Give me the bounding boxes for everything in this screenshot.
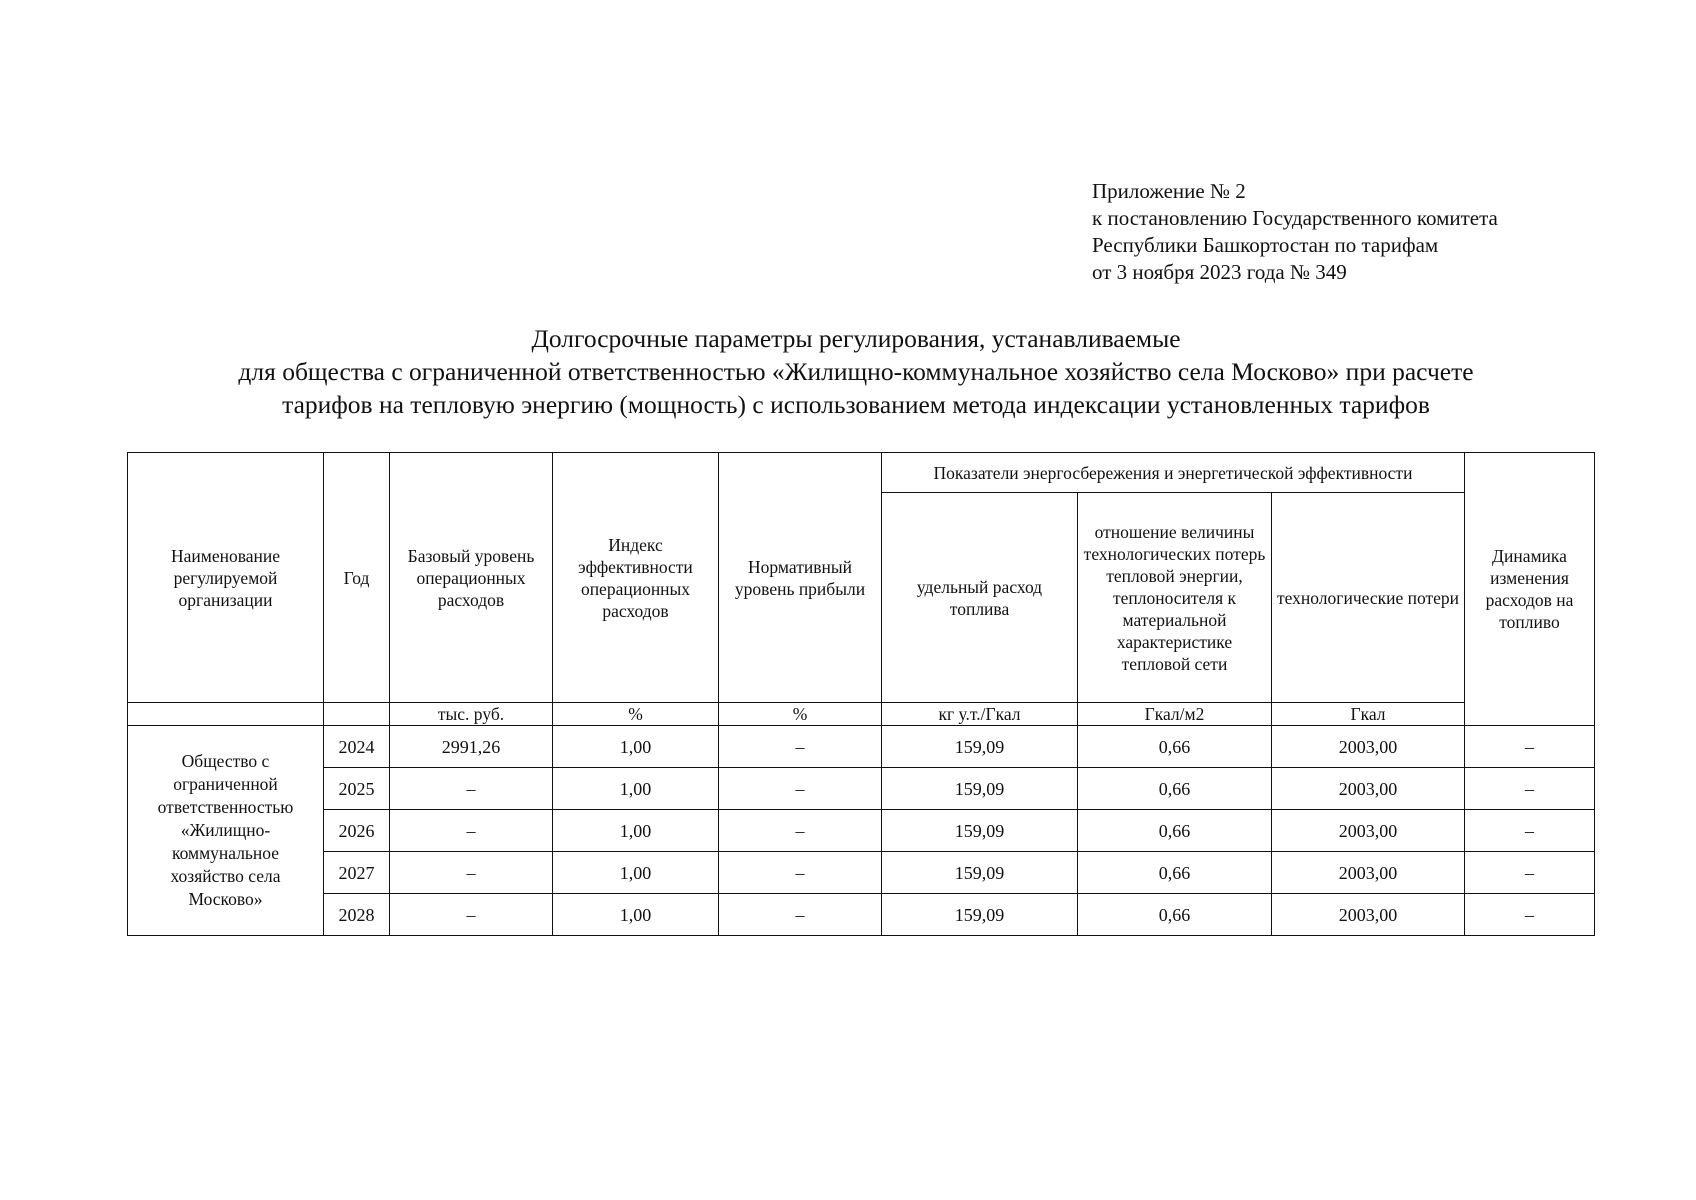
unit-loss-ratio: Гкал/м2 <box>1078 703 1272 726</box>
fuel-dynamics-cell: – <box>1465 852 1595 894</box>
tech-losses-cell: 2003,00 <box>1272 768 1465 810</box>
tech-losses-cell: 2003,00 <box>1272 726 1465 768</box>
header-tech-losses: технологические потери <box>1272 493 1465 703</box>
profit-cell: – <box>719 726 882 768</box>
tech-losses-cell: 2003,00 <box>1272 852 1465 894</box>
table-row <box>128 726 1595 768</box>
unit-efficiency-index: % <box>553 703 719 726</box>
profit-cell: – <box>719 768 882 810</box>
appendix-block <box>1092 178 1498 286</box>
header-org: Наименование регулируемой организации <box>128 453 324 703</box>
header-fuel-rate: удельный расход топлива <box>882 493 1078 703</box>
efficiency-index-cell: 1,00 <box>553 726 719 768</box>
base-level-cell: – <box>390 894 553 936</box>
title-line-2: для общества с ограниченной ответственностью «Жилищно-коммунальное хозяйство села Московo» при расчете <box>238 357 1474 386</box>
appendix-line-1: Приложение № 2 <box>1092 179 1246 203</box>
unit-year-empty <box>324 703 390 726</box>
header-fuel-dynamics: Динамика изменения расходов на топливо <box>1465 453 1595 726</box>
base-level-cell: – <box>390 852 553 894</box>
year-cell: 2028 <box>324 894 390 936</box>
fuel-dynamics-cell: – <box>1465 768 1595 810</box>
loss-ratio-cell: 0,66 <box>1078 852 1272 894</box>
fuel-rate-cell: 159,09 <box>882 894 1078 936</box>
base-level-cell: 2991,26 <box>390 726 553 768</box>
table-row <box>128 852 1595 894</box>
tech-losses-cell: 2003,00 <box>1272 894 1465 936</box>
header-year: Год <box>324 453 390 703</box>
unit-tech-losses: Гкал <box>1272 703 1465 726</box>
table-row <box>128 894 1595 936</box>
unit-profit: % <box>719 703 882 726</box>
efficiency-index-cell: 1,00 <box>553 768 719 810</box>
header-profit: Нормативный уровень прибыли <box>719 453 882 703</box>
year-cell: 2024 <box>324 726 390 768</box>
tech-losses-cell: 2003,00 <box>1272 810 1465 852</box>
header-energy-group: Показатели энергосбережения и энергетической эффективности <box>882 453 1465 493</box>
fuel-rate-cell: 159,09 <box>882 768 1078 810</box>
loss-ratio-cell: 0,66 <box>1078 894 1272 936</box>
unit-base-level: тыс. руб. <box>390 703 553 726</box>
fuel-dynamics-cell: – <box>1465 894 1595 936</box>
efficiency-index-cell: 1,00 <box>553 852 719 894</box>
appendix-line-3: Республики Башкортостан по тарифам <box>1092 233 1439 257</box>
org-name-cell: Общество с ограниченной ответственностью «Жилищно-коммунальное хозяйство села Москово» <box>128 726 324 936</box>
efficiency-index-cell: 1,00 <box>553 810 719 852</box>
profit-cell: – <box>719 852 882 894</box>
loss-ratio-cell: 0,66 <box>1078 810 1272 852</box>
base-level-cell: – <box>390 768 553 810</box>
fuel-rate-cell: 159,09 <box>882 810 1078 852</box>
fuel-rate-cell: 159,09 <box>882 726 1078 768</box>
fuel-dynamics-cell: – <box>1465 726 1595 768</box>
profit-cell: – <box>719 810 882 852</box>
year-cell: 2025 <box>324 768 390 810</box>
efficiency-index-cell: 1,00 <box>553 894 719 936</box>
header-loss-ratio: отношение величины технологических потерь тепловой энергии, теплоносителя к материальной характеристике тепловой сети <box>1078 493 1272 703</box>
loss-ratio-cell: 0,66 <box>1078 726 1272 768</box>
document-title <box>0 322 1696 421</box>
base-level-cell: – <box>390 810 553 852</box>
loss-ratio-cell: 0,66 <box>1078 768 1272 810</box>
header-base-level: Базовый уровень операционных расходов <box>390 453 553 703</box>
year-cell: 2027 <box>324 852 390 894</box>
appendix-line-4: от 3 ноября 2023 года № 349 <box>1092 260 1347 284</box>
fuel-rate-cell: 159,09 <box>882 852 1078 894</box>
fuel-dynamics-cell: – <box>1465 810 1595 852</box>
title-line-3: тарифов на тепловую энергию (мощность) с использованием метода индексации установленных тарифов <box>282 390 1430 419</box>
unit-org-empty <box>128 703 324 726</box>
parameters-table <box>127 452 1595 936</box>
header-efficiency-index: Индекс эффективности операционных расходов <box>553 453 719 703</box>
year-cell: 2026 <box>324 810 390 852</box>
table-row <box>128 768 1595 810</box>
table-row <box>128 810 1595 852</box>
unit-fuel-rate: кг у.т./Гкал <box>882 703 1078 726</box>
profit-cell: – <box>719 894 882 936</box>
title-line-1: Долгосрочные параметры регулирования, устанавливаемые <box>531 324 1181 353</box>
appendix-line-2: к постановлению Государственного комитета <box>1092 206 1498 230</box>
